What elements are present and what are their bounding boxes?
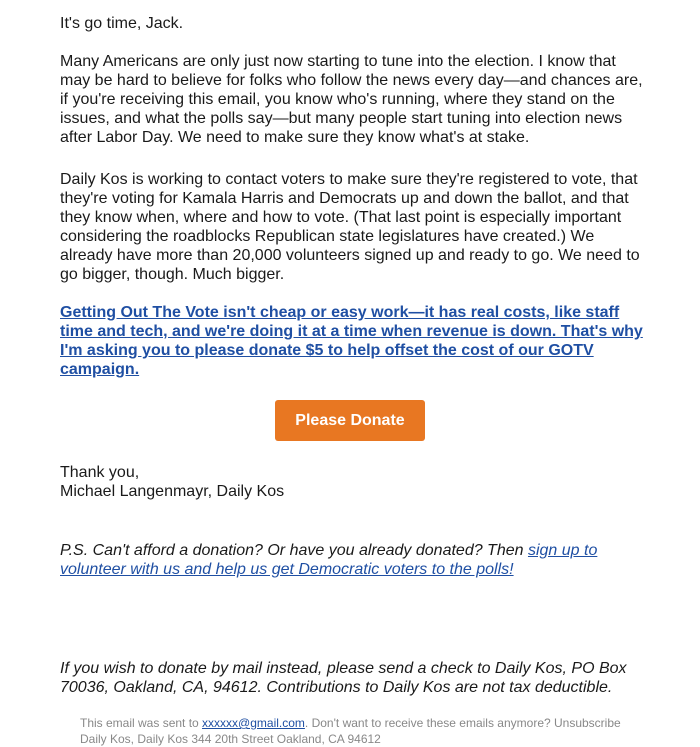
- ps-note: [60, 541, 650, 579]
- footer-unsubscribe[interactable]: . Don't want to receive these emails anymore? Unsubscribe: [304, 716, 621, 730]
- footer-email-link[interactable]: xxxxxx@gmail.com: [202, 716, 305, 730]
- greeting: It's go time, Jack.: [60, 15, 184, 32]
- signoff: [60, 463, 284, 501]
- mail-donation-note: If you wish to donate by mail instead, please send a check to Daily Kos, PO Box 70036, Oakland, CA, 94612. Contributions to Daily Kos are not tax deductible.: [60, 660, 627, 696]
- please-donate-button[interactable]: Please Donate: [275, 400, 425, 441]
- footer-line-1: [80, 715, 640, 731]
- footer-sent-to: This email was sent to: [80, 716, 203, 730]
- signoff-name: Michael Langenmayr, Daily Kos: [60, 483, 285, 500]
- ps-text: P.S. Can't afford a donation? Or have you already donated? Then: [60, 542, 528, 559]
- volunteer-signup-link[interactable]: sign up to volunteer with us and help us get Democratic voters to the polls!: [60, 542, 598, 578]
- paragraph-election: Many Americans are only just now starting to tune into the election. I know that may be hard to believe for folks who follow the news every day—and chances are, if you're receiving this email, you know who's running, where they stand on the issues, and what the polls say—but many people start tuning into election news after Labor Day. We need to make sure they know what's at stake.: [60, 53, 643, 146]
- footer-address: Daily Kos, Daily Kos 344 20th Street Oakland, CA 94612: [80, 732, 381, 746]
- paragraph-daily-kos: Daily Kos is working to contact voters to make sure they're registered to vote, that they're voting for Kamala Harris and Democrats up and down the ballot, and that they know when, where and how to vote. (That last point is especially important considering the roadblocks Republican state legislatures have created.) We already have more than 20,000 volunteers signed up and ready to go. We need to go bigger, though. Much bigger.: [60, 171, 640, 283]
- signoff-thanks: Thank you,: [60, 464, 140, 481]
- donate-cta-link[interactable]: Getting Out The Vote isn't cheap or easy work—it has real costs, like staff time and tech, and we're doing it at a time when revenue is down. That's why I'm asking you to please donate $5 to help offset the cost of our GOTV campaign.: [60, 304, 643, 378]
- email-footer: [80, 715, 640, 747]
